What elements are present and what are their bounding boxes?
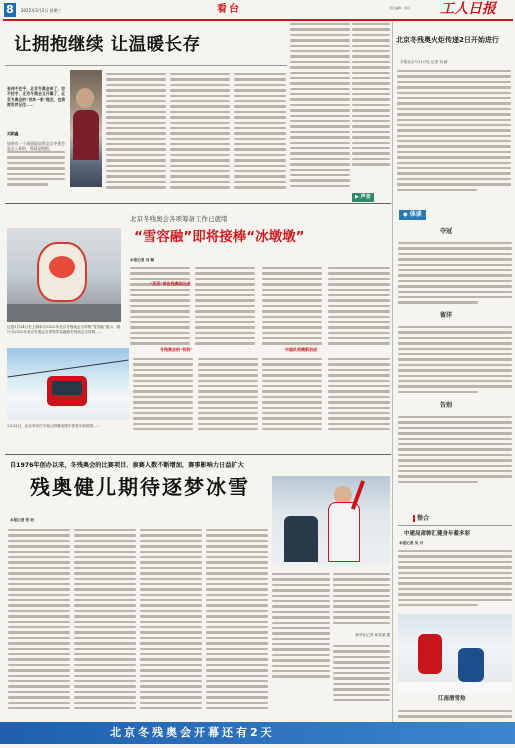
gondola-caption: 2月23日，北京市民在冬奥公园乘坐缆车体验冬奥氛围…… <box>7 424 101 428</box>
bottom-body-col4 <box>206 526 268 712</box>
bottom-body-col3 <box>140 526 202 712</box>
sports-item-body-2 <box>398 323 512 397</box>
page-number-badge: 8 <box>4 3 16 17</box>
feature-byline: 刘颖鑫 <box>7 131 19 136</box>
feature-photo-hug <box>70 70 102 187</box>
sports-item-title-3: 告别 <box>440 402 453 409</box>
feature-body-col1 <box>7 148 65 188</box>
mid-subhead-2: 冬残奥会的“有料” <box>160 347 193 352</box>
sports-item-body-3 <box>398 413 512 491</box>
newspaper-logo: 工人日报 <box>440 1 496 17</box>
snow-photo <box>398 614 512 694</box>
feature-body-col3 <box>170 70 230 188</box>
roundup-bar-icon <box>413 515 415 522</box>
mascot-photo <box>7 228 121 322</box>
megaphone-icon: ▶ <box>355 194 359 200</box>
countdown-banner <box>0 722 515 744</box>
mid-body-col1 <box>130 264 190 344</box>
gondola-photo <box>7 348 129 420</box>
torch-relay-headline: 北京冬残奥火炬传递2日开始进行 <box>396 36 499 44</box>
bottom-kicker: 自1976年创办以来，冬残奥会的比赛项目、参赛人数不断增加，赛事影响力日益扩大 <box>10 462 244 469</box>
voice-label: ▶ 声音 <box>352 193 374 202</box>
bottom-body-col6 <box>333 570 390 630</box>
sports-item-body-1 <box>398 239 512 305</box>
column-divider <box>392 22 393 722</box>
mid-headline: “雪容融”即将接棒“冰墩墩” <box>134 229 305 245</box>
roundup-rule <box>398 525 512 526</box>
edition-info: 责任编辑：吴丹 <box>389 6 411 10</box>
roundup-body <box>398 547 512 609</box>
feature-body-col4 <box>234 70 286 188</box>
feature-body-col5 <box>290 20 350 188</box>
torch-caption: 新华社记者 孙显斌 摄 <box>355 633 390 637</box>
torch-relay-byline: 本报北京3月1日电 记者 刘 颖 <box>400 60 448 64</box>
feature-headline: 让拥抱继续 让温暖长存 <box>14 35 201 55</box>
section-rule <box>5 203 391 204</box>
mid-body-col7 <box>262 355 322 435</box>
header-rule <box>3 19 513 21</box>
mid-body-col2 <box>195 264 255 344</box>
mascot-caption: 这是2月24日在上海举办2022年北京冬残奥会吉祥物“雪容融”展示，图片为2022年北京冬奥会吉祥物雪容融和冬残奥会吉祥物…… <box>7 325 121 334</box>
mid-body-col3 <box>262 264 322 344</box>
sports-icon: ◆ <box>403 211 408 218</box>
issue-date: 2022年3月2日 星期三 <box>21 8 62 13</box>
mid-body-col5 <box>133 355 193 435</box>
roundup-tag: 整合 <box>413 514 429 523</box>
bottom-body-col2 <box>74 526 136 712</box>
feature-body-col6 <box>352 20 390 168</box>
bottom-body-col5 <box>272 570 330 680</box>
mid-subhead-3: 中国队将携新初成 <box>285 347 317 352</box>
roundup-byline: 本报记者 吴 丹 <box>399 541 424 545</box>
mid-body-col8 <box>328 355 390 435</box>
mid-body-col4 <box>328 264 390 344</box>
mid-kicker: 北京冬残奥会各项筹备工作已就绪 <box>130 215 228 223</box>
mid-subhead-1: “灵灵”讲出残奥初元成 <box>150 281 191 286</box>
bottom-body-col1 <box>8 526 70 712</box>
roundup-headline: 中建局肃韩汇健身年蓄多彩 <box>404 531 471 537</box>
section-title: 看台 <box>217 4 241 15</box>
sports-item-title-1: 夺冠 <box>440 228 453 235</box>
sports-item-title-2: 留洋 <box>440 312 453 319</box>
sports-tag: ◆ 体谈 <box>399 210 426 220</box>
bottom-headline: 残奥健儿期待逐梦冰雪 <box>30 475 250 499</box>
torchbearer-photo <box>272 476 390 566</box>
feature-rule <box>5 65 287 66</box>
mid-body-col6 <box>198 355 258 435</box>
mid-byline: 本报记者 刘 颖 <box>130 258 155 262</box>
section-rule-2 <box>5 454 391 455</box>
bottom-body-col7 <box>333 642 390 712</box>
pull-quote: 张伟不在乎，北京冬奥会来了，拉不拉手，北京冬奥会又开幕了，北京冬奥会的“世界一家”理念，也将被世界记住…… <box>7 86 65 108</box>
snow-caption-body <box>398 707 512 723</box>
snow-caption-title: 江南滑雪热 <box>438 696 466 702</box>
bottom-byline: 本报记者 张 盼 <box>10 518 35 522</box>
countdown-banner-text: 北京冬残奥会开幕还有2天 <box>110 726 275 739</box>
feature-lead: 如果有一个画面能说明北京冬奥会是怎么样的，那就是拥抱。 <box>7 141 65 152</box>
feature-body-col2 <box>106 70 166 188</box>
torch-relay-body <box>397 67 511 195</box>
